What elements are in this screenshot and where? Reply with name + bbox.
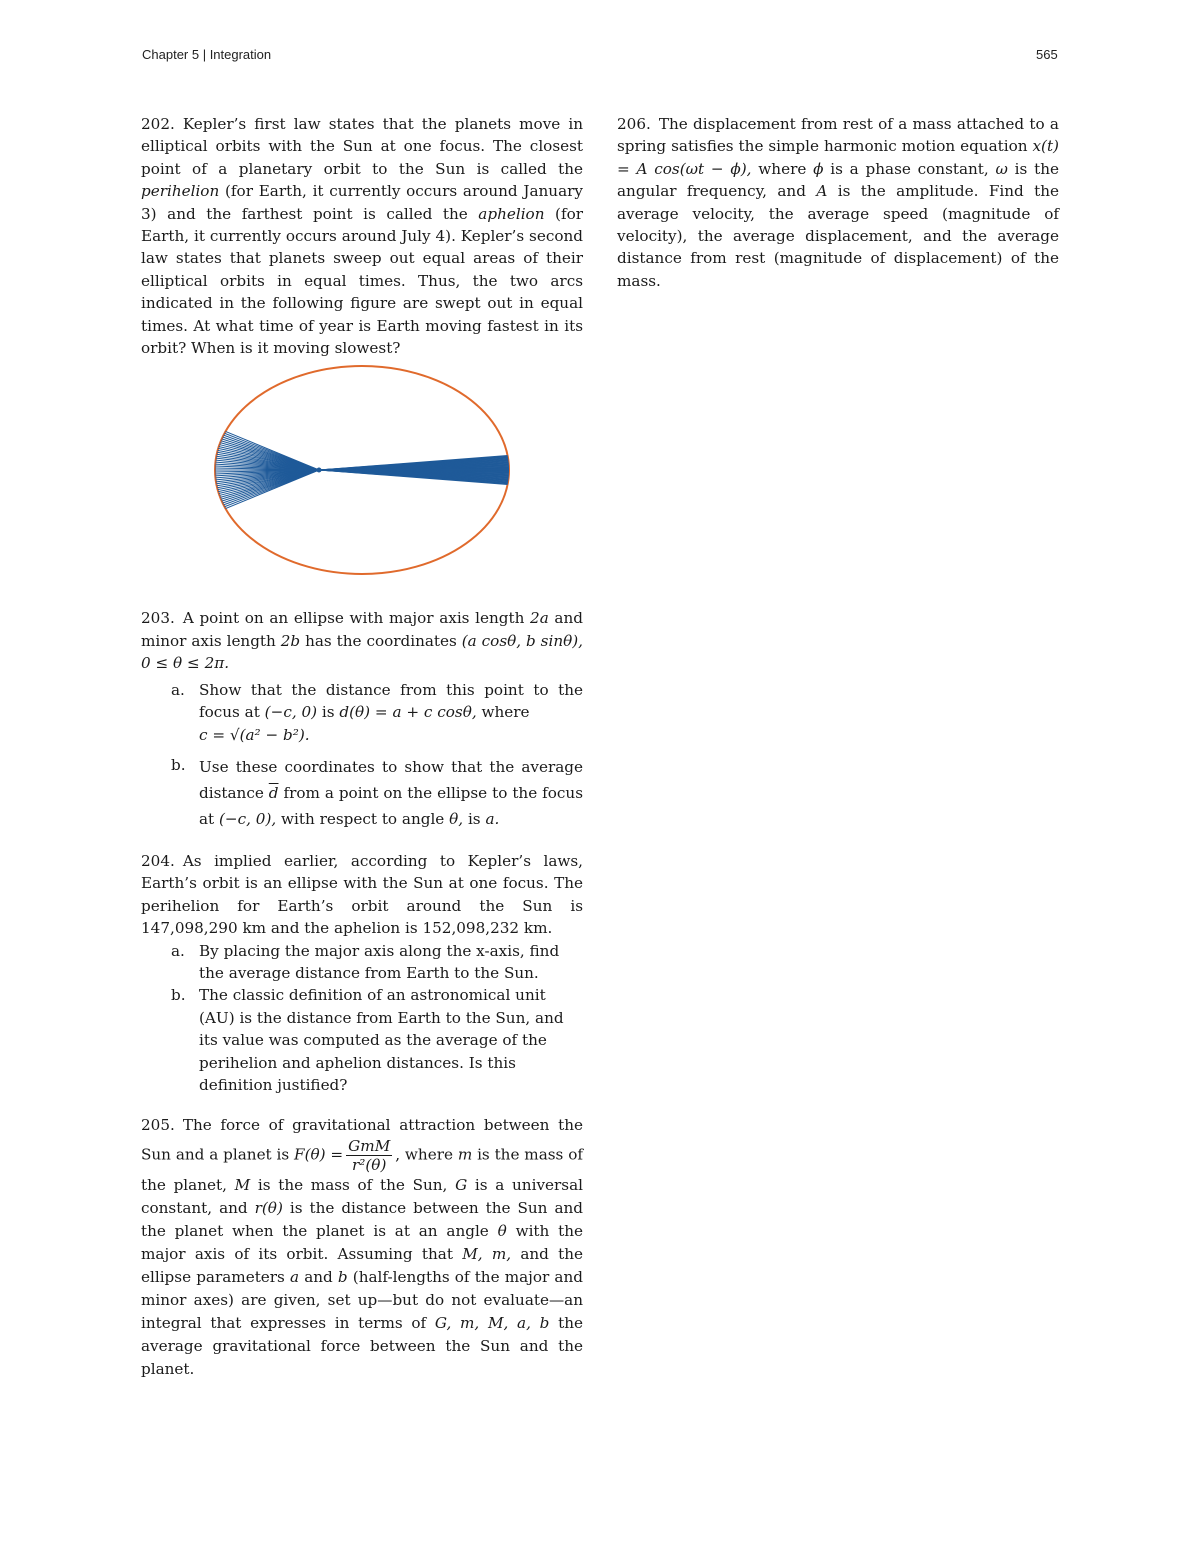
chapter-header: Chapter 5 | Integration bbox=[142, 47, 272, 62]
exercise-204-part-b bbox=[141, 984, 583, 1096]
math-fraction bbox=[346, 1137, 392, 1174]
part-text: The classic definition of an astronomical unit (AU) is the distance from Earth to the Sun, and its value was computed as the average of the perihelion and aphelion distances. Is this definition justified? bbox=[199, 986, 564, 1094]
page-number: 565 bbox=[1036, 47, 1058, 62]
part-text bbox=[199, 754, 583, 832]
fraction-denominator: r²(θ) bbox=[352, 1156, 387, 1175]
text: from a point on the ellipse to the focus at bbox=[199, 783, 583, 828]
part-text bbox=[199, 679, 583, 746]
text: is the amplitude. Find the average velocity, the average speed (magnitude of velocity), the average displacement, and the average distance from rest (magnitude of displacement) of the mass. bbox=[617, 182, 1060, 290]
exercise-203-intro bbox=[141, 607, 583, 674]
left-swept-area bbox=[215, 432, 319, 509]
exercise-204 bbox=[141, 850, 583, 1096]
math-phi: ϕ bbox=[813, 159, 824, 178]
math-b: b bbox=[337, 1268, 348, 1287]
term-perihelion: perihelion bbox=[141, 182, 220, 201]
text: is a universal constant, and bbox=[141, 1176, 583, 1218]
math-c: c = √(a² − b²). bbox=[199, 725, 310, 744]
text: is the mass of the Sun, bbox=[250, 1176, 456, 1195]
kepler-orbit-figure bbox=[141, 365, 583, 595]
exercise-203 bbox=[141, 607, 583, 831]
text: where bbox=[476, 703, 530, 722]
exercise-text: As implied earlier, according to Kepler’s laws, Earth’s orbit is an ellipse with the Sun at one focus. The perihelion for Earth’s orbit around the Sun is 147,098,290 km and the aphelion is 152,098,232 km. bbox=[141, 851, 583, 938]
exercise-number: 204. bbox=[141, 851, 175, 870]
text: and the ellipse parameters bbox=[141, 1245, 583, 1287]
exercise-text: (for Earth, it currently occurs around July 4). Kepler’s second law states that planets sweep out equal areas of their elliptical orbits in equal times. Thus, the two arcs indicated in the following figure are swept out in equal times. At what time of year is Earth moving fastest in its orbit? When is it moving slowest? bbox=[141, 204, 583, 358]
exercise-203-part-a bbox=[141, 679, 583, 746]
math-focus: (−c, 0), bbox=[219, 809, 277, 828]
left-column bbox=[141, 113, 583, 1399]
math-minor: 2b bbox=[280, 631, 301, 650]
exercise-text: has the coordinates bbox=[300, 631, 462, 650]
text: with respect to angle bbox=[276, 809, 450, 828]
exercise-206 bbox=[617, 113, 1059, 292]
math-focus: (−c, 0) bbox=[264, 703, 318, 722]
part-text: By placing the major axis along the x-axis, find the average distance from Earth to the Sun. bbox=[199, 941, 560, 982]
math-theta: θ bbox=[497, 1222, 507, 1241]
exercise-number: 203. bbox=[141, 609, 175, 628]
math-coords: (a cosθ, b sinθ), 0 ≤ θ ≤ 2π. bbox=[141, 631, 583, 673]
text: is bbox=[317, 703, 340, 722]
text: The displacement from rest of a mass attached to a spring satisfies the simple harmonic motion equation bbox=[617, 115, 1059, 156]
exercise-205 bbox=[141, 1114, 583, 1381]
math-theta: θ, bbox=[449, 809, 464, 828]
exercise-text: (for Earth, it currently occurs around January 3) and the farthest point is called the bbox=[141, 182, 583, 223]
text: , where bbox=[395, 1145, 458, 1164]
exercise-202 bbox=[141, 113, 583, 359]
text: with the major axis of its orbit. Assuming that bbox=[141, 1222, 583, 1264]
math-A: A bbox=[816, 182, 828, 201]
text: Use these coordinates to show that the average distance bbox=[199, 757, 583, 802]
math-shm-equation: x(t) = A cos(ωt − ϕ), bbox=[617, 137, 1059, 178]
text: (half-lengths of the major and minor axes) are given, set up—but do not evaluate—an integral that expresses in terms of bbox=[141, 1268, 583, 1333]
math-M: M bbox=[234, 1176, 251, 1195]
exercise-number: 205. bbox=[141, 1116, 175, 1135]
exercise-text: A point on an ellipse with major axis length bbox=[182, 609, 531, 628]
math-G: G bbox=[455, 1176, 468, 1195]
exercise-204-intro bbox=[141, 850, 583, 940]
part-label: b. bbox=[171, 986, 186, 1005]
sun-focus bbox=[317, 468, 322, 473]
part-label: a. bbox=[171, 680, 185, 699]
exercise-text: Kepler’s first law states that the planets move in elliptical orbits with the Sun at one focus. The closest point of a planetary orbit to the Sun is called the bbox=[141, 115, 583, 178]
math-major: 2a bbox=[530, 609, 549, 628]
math-Mm: M, m, bbox=[462, 1245, 512, 1264]
right-swept-area bbox=[319, 456, 509, 485]
math-dbar: $\overline{d}$ bbox=[268, 783, 279, 802]
text: the average gravitational force between the Sun and the planet. bbox=[141, 1314, 583, 1379]
term-aphelion: aphelion bbox=[478, 204, 545, 223]
exercise-number: 206. bbox=[617, 115, 651, 133]
text: and bbox=[299, 1268, 338, 1287]
math-r: r(θ) bbox=[254, 1199, 283, 1218]
exercise-text: and minor axis length bbox=[141, 609, 583, 650]
fraction-numerator: GmM bbox=[348, 1137, 391, 1156]
text: where bbox=[751, 159, 814, 178]
part-label: a. bbox=[171, 941, 185, 960]
text: is the angular frequency, and bbox=[617, 159, 1059, 201]
text: is the mass of the planet, bbox=[141, 1145, 583, 1195]
text: is the distance between the Sun and the planet when the planet is at an angle bbox=[141, 1199, 583, 1241]
exercise-number: 202. bbox=[141, 115, 175, 133]
text: The force of gravitational attraction between the Sun and a planet is bbox=[141, 1116, 583, 1164]
exercise-204-part-a bbox=[141, 940, 583, 985]
math-omega: ω bbox=[995, 159, 1008, 178]
text: is a phase constant, bbox=[823, 159, 996, 178]
math-vars: G, m, M, a, b bbox=[434, 1314, 550, 1333]
math-m: m bbox=[457, 1145, 473, 1164]
math-a: a bbox=[289, 1268, 300, 1287]
right-column bbox=[617, 113, 1059, 310]
text: Show that the distance from this point to the focus at bbox=[199, 680, 583, 722]
part-label: b. bbox=[171, 755, 186, 774]
math-F: F(θ) = bbox=[294, 1145, 344, 1164]
text: is bbox=[463, 809, 486, 828]
math-distance-formula: d(θ) = a + c cosθ, bbox=[339, 703, 477, 722]
exercise-203-part-b bbox=[141, 754, 583, 832]
math-a: a. bbox=[485, 809, 500, 828]
orbit-diagram bbox=[141, 365, 583, 595]
